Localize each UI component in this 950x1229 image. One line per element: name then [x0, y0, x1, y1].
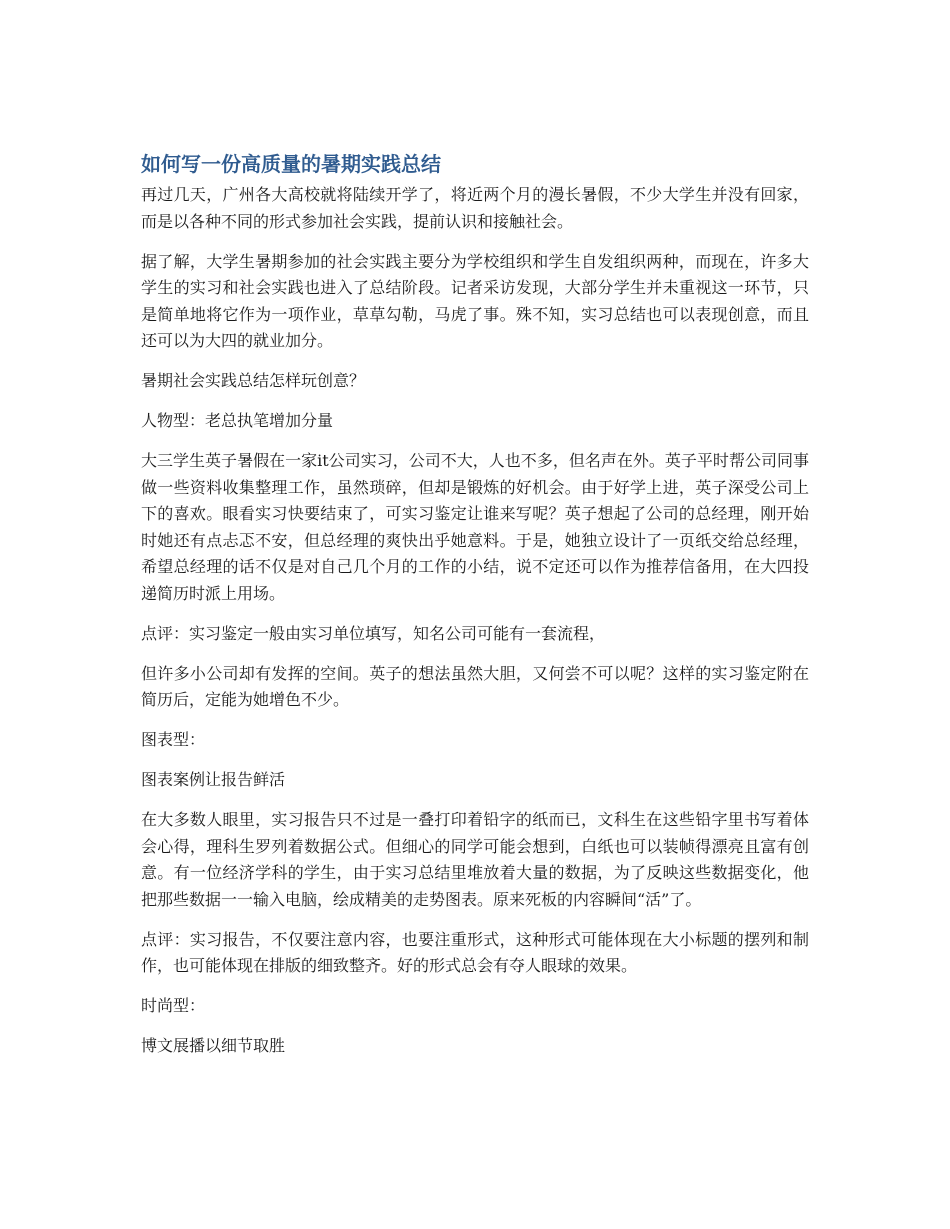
paragraph-comment-2: 点评：实习报告，不仅要注意内容，也要注重形式，这种形式可能体现在大小标题的摆列和制作，也可能体现在排版的细致整齐。好的形式总会有夺人眼球的效果。 — [141, 929, 809, 975]
section-heading-fashion-type: 时尚型： — [141, 996, 206, 1015]
paragraph-chart-story: 在大多数人眼里，实习报告只不过是一叠打印着铅字的纸而已，文科生在这些铅字里书写着体会心得，理科生罗列着数据公式。但细心的同学可能会想到，白纸也可以装帧得漂亮且富有创意。有一位经济学科的学生，由于实习总结里堆放着大量的数据，为了反映这些数据变化，他把那些数据一一输入电脑，绘成精美的走势图表。原来死板的内容瞬间“活”了。 — [141, 810, 809, 909]
paragraph-yingzi-story: 大三学生英子暑假在一家it公司实习，公司不大，人也不多，但名声在外。英子平时帮公司同事做一些资料收集整理工作，虽然琐碎，但却是锻炼的好机会。由于好学上进，英子深受公司上下的喜欢。眼看实习快要结束了，可实习鉴定让谁来写呢？英子想起了公司的总经理，刚开始时她还有点忐忑不安，但总经理的爽快出乎她意料。于是，她独立设计了一页纸交给总经理，希望总经理的话不仅是对自己几个月的工作的小结，说不定还可以作为推荐信备用，在大四投递简历时派上用场。 — [141, 451, 809, 603]
section-subheading-blog: 博文展播以细节取胜 — [141, 1036, 286, 1055]
paragraph-comment-1: 点评：实习鉴定一般由实习单位填写，知名公司可能有一套流程， — [141, 623, 606, 643]
paragraph-intro: 再过几天，广州各大高校就将陆续开学了，将近两个月的漫长暑假，不少大学生并没有回家，而是以各种不同的形式参加社会实践，提前认识和接触社会。 — [141, 185, 809, 231]
document-page — [141, 148, 809, 1073]
section-subheading-chart-case: 图表案例让报告鲜活 — [141, 770, 286, 789]
document-title: 如何写一份高质量的暑期实践总结 — [141, 152, 441, 176]
section-heading-chart-type: 图表型： — [141, 730, 206, 749]
paragraph-comment-1-cont: 但许多小公司却有发挥的空间。英子的想法虽然大胆，又何尝不可以呢？这样的实习鉴定附在简历后，定能为她增色不少。 — [141, 663, 809, 709]
section-heading-person-type: 人物型：老总执笔增加分量 — [141, 411, 334, 430]
paragraph-background: 据了解，大学生暑期参加的社会实践主要分为学校组织和学生自发组织两种，而现在，许多大学生的实习和社会实践也进入了总结阶段。记者采访发现，大部分学生并未重视这一环节，只是简单地将它作为一项作业，草草勾勒，马虎了事。殊不知，实习总结也可以表现创意，而且还可以为大四的就业加分。 — [141, 251, 809, 350]
paragraph-question: 暑期社会实践总结怎样玩创意？ — [141, 371, 366, 390]
